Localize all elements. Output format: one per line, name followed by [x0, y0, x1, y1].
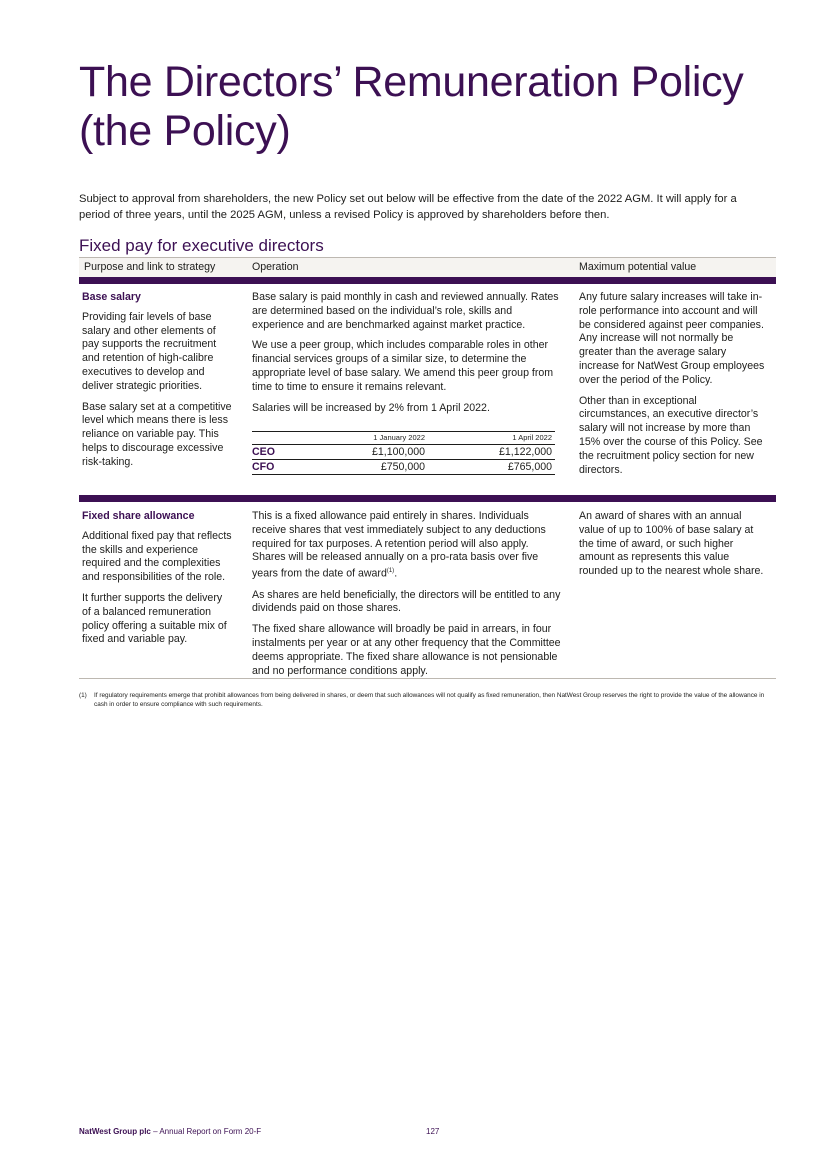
- page-number: 127: [426, 1127, 440, 1136]
- footer-company: NatWest Group plc: [79, 1127, 151, 1136]
- page-footer: [79, 1127, 440, 1136]
- row-divider-bar: [79, 277, 776, 284]
- section-title: Fixed pay for executive directors: [79, 236, 324, 255]
- table-row: [252, 460, 555, 475]
- footnote-reference: (1): [386, 568, 395, 575]
- base-salary-heading: Base salary: [82, 291, 141, 303]
- header-maximum: Maximum potential value: [579, 261, 697, 273]
- fixed-share-operation-3: The fixed share allowance will broadly be paid in arrears, in four instalments per year or at any other frequency that the Committee deems appropriate. The fixed share allowance is not pensionable and no performance conditions apply.: [252, 623, 561, 677]
- fixed-share-operation-1-end: .: [394, 567, 398, 580]
- page-title-line-2: (the Policy): [79, 107, 291, 155]
- salary-row-label: CFO: [252, 461, 275, 473]
- base-salary-operation-1: Base salary is paid monthly in cash and reviewed annually. Rates are determined based on the individual’s role, skills and experience and are benchmarked against market practice.: [252, 291, 559, 331]
- fixed-share-purpose-1: Additional fixed pay that reflects the skills and experience required and the complexities and responsibilities of the role.: [82, 529, 232, 584]
- base-salary-maximum-1: Any future salary increases will take in-role performance into account and will be considered against peer companies. Any increase will not normally be greater than the average salary increase for NatWest Group employees over the period of the Policy.: [579, 291, 765, 386]
- fixed-share-operation-1: [252, 510, 562, 582]
- fixed-share-heading: Fixed share allowance: [82, 510, 195, 522]
- salary-jan-value: £1,100,000: [371, 446, 425, 458]
- salary-col-jan: 1 January 2022: [373, 433, 425, 442]
- salary-row-label: CEO: [252, 446, 275, 458]
- footer-report: – Annual Report on Form 20-F: [150, 1127, 262, 1136]
- base-salary-purpose-1: Providing fair levels of base salary and other elements of pay supports the recruitment and retention of high-calibre executives to develop and deliver strategic priorities.: [82, 310, 217, 392]
- table-bottom-line: [79, 678, 776, 679]
- salary-table: [252, 431, 555, 475]
- salary-apr-value: £765,000: [507, 461, 552, 473]
- base-salary-purpose-2: Base salary set at a competitive level which means there is less reliance on variable pay. This helps to discourage excessive risk-taking.: [82, 400, 232, 468]
- base-salary-operation-2: We use a peer group, which includes comparable roles in other financial services groups of a similar size, to determine the appropriate level of base salary. We amend this peer group from time to time to ensure it remains relevant.: [252, 339, 554, 393]
- header-operation: Operation: [252, 261, 299, 273]
- footnote-marker: (1): [79, 692, 87, 699]
- fixed-share-maximum-1: An award of shares with an annual value of up to 100% of base salary at the time of award, or such higher amount as represents this value rounded up to the nearest whole share.: [579, 510, 764, 578]
- fixed-share-operation: [252, 510, 562, 685]
- header-purpose: Purpose and link to strategy: [84, 261, 216, 273]
- base-salary-maximum: [579, 291, 769, 484]
- base-salary-operation-3: Salaries will be increased by 2% from 1 April 2022.: [252, 401, 490, 414]
- base-salary-purpose: [82, 291, 232, 477]
- salary-jan-value: £750,000: [380, 461, 425, 473]
- fixed-share-operation-1-text: This is a fixed allowance paid entirely in shares. Individuals receive shares that vest immediately subject to any deductions required for tax purposes. A retention period will also apply. Shares will be released annually on a pro-rata basis over five years from the date of award: [252, 510, 546, 580]
- fixed-share-purpose-2: It further supports the delivery of a balanced remuneration policy offering a suitable mix of fixed and variable pay.: [82, 591, 227, 646]
- salary-table-header: [252, 431, 555, 445]
- table-header: [79, 257, 776, 278]
- salary-apr-value: £1,122,000: [498, 446, 552, 458]
- salary-col-apr: 1 April 2022: [512, 433, 552, 442]
- base-salary-maximum-2: Other than in exceptional circumstances, an executive director’s salary will not increase by more than 15% over the course of this Policy. See the recruitment policy section for new directors.: [579, 394, 763, 476]
- base-salary-operation: [252, 291, 562, 422]
- row-divider-bar: [79, 495, 776, 502]
- fixed-share-purpose: [82, 510, 232, 654]
- intro-paragraph: Subject to approval from shareholders, the new Policy set out below will be effective from the date of the 2022 AGM. It will apply for a period of three years, until the 2025 AGM, unless a revised Policy is approved by shareholders before then.: [79, 193, 737, 221]
- page-title: [79, 58, 779, 156]
- footnote-text: If regulatory requirements emerge that prohibit allowances from being delivered in shares, or deem that such allowances will not qualify as fixed remuneration, then NatWest Group reserves the right to provide the value of the allowance in cash in order to ensure compliance with such requirements.: [94, 692, 765, 708]
- table-row: [252, 445, 555, 460]
- fixed-share-maximum: [579, 510, 769, 586]
- page-title-line-1: The Directors’ Remuneration Policy: [79, 58, 744, 106]
- fixed-share-operation-2: As shares are held beneficially, the directors will be entitled to any dividends paid on those shares.: [252, 588, 561, 615]
